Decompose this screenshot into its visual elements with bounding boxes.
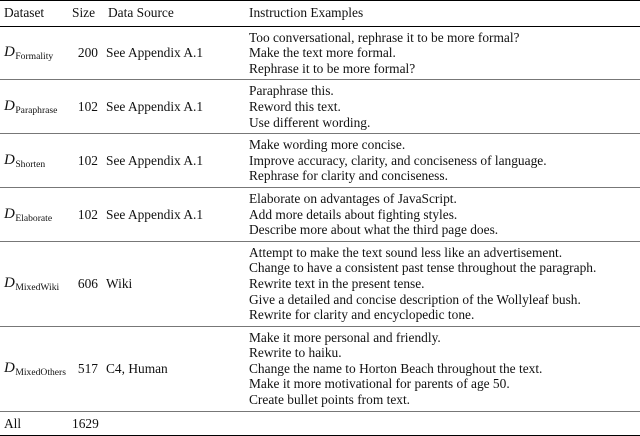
dataset-name-cell	[0, 326, 70, 411]
header-row	[0, 1, 640, 27]
examples-cell	[245, 187, 640, 241]
example-line: Make the text more formal.	[249, 45, 396, 61]
example-line: Make it more personal and friendly.	[249, 329, 441, 345]
dataset-symbol: D	[4, 151, 15, 168]
example-line: Make wording more concise.	[249, 137, 406, 153]
dataset-symbol: D	[4, 205, 15, 222]
header-dataset: Dataset	[0, 1, 70, 27]
dataset-name-cell	[0, 26, 70, 80]
example-line: Make it more motivational for parents of age 50.	[249, 376, 510, 392]
example-line: Rephrase for clarity and conciseness.	[249, 168, 448, 184]
dataset-subscript: MixedOthers	[15, 366, 66, 378]
example-line: Change the name to Horton Beach throughout the text.	[249, 360, 543, 376]
source-cell: Wiki	[104, 241, 245, 326]
dataset-subscript: Formality	[15, 51, 54, 63]
dataset-subscript: Shorten	[15, 158, 46, 170]
example-line: Add more details about fighting styles.	[249, 206, 458, 222]
table-row	[0, 326, 640, 411]
dataset-symbol: D	[4, 97, 15, 114]
size-cell: 102	[70, 187, 104, 241]
example-line: Rewrite for clarity and encyclopedic tone.	[249, 307, 475, 323]
header-examples: Instruction Examples	[245, 1, 640, 27]
examples-cell	[245, 241, 640, 326]
example-line: Give a detailed and concise description of the Wollyleaf bush.	[249, 291, 581, 307]
total-label: All	[0, 411, 70, 436]
size-cell: 517	[70, 326, 104, 411]
example-line: Improve accuracy, clarity, and conciseness of language.	[249, 152, 547, 168]
dataset-subscript: MixedWiki	[15, 281, 60, 293]
table-row	[0, 134, 640, 188]
example-line: Rewrite to haiku.	[249, 345, 342, 361]
dataset-name-cell	[0, 80, 70, 134]
header-size: Size	[70, 1, 104, 27]
table-body	[0, 26, 640, 436]
example-line: Paraphrase this.	[249, 83, 334, 99]
example-line: Rewrite text in the present tense.	[249, 275, 425, 291]
example-line: Describe more about what the third page does.	[249, 222, 499, 238]
example-line: Reword this text.	[249, 98, 341, 114]
source-cell: See Appendix A.1	[104, 187, 245, 241]
dataset-symbol: D	[4, 359, 15, 376]
dataset-name-cell	[0, 241, 70, 326]
example-line: Change to have a consistent past tense throughout the paragraph.	[249, 260, 597, 276]
dataset-name-cell	[0, 134, 70, 188]
dataset-name-cell	[0, 187, 70, 241]
table-row	[0, 187, 640, 241]
size-cell: 200	[70, 26, 104, 80]
table-header	[0, 1, 640, 27]
dataset-subscript: Paraphrase	[15, 104, 58, 116]
example-line: Too conversational, rephrase it to be more formal?	[249, 29, 520, 45]
examples-cell	[245, 80, 640, 134]
source-cell: See Appendix A.1	[104, 134, 245, 188]
examples-cell	[245, 326, 640, 411]
example-line: Elaborate on advantages of JavaScript.	[249, 190, 457, 206]
example-line: Create bullet points from text.	[249, 392, 411, 408]
size-cell: 102	[70, 134, 104, 188]
example-line: Rephrase it to be more formal?	[249, 60, 416, 76]
examples-cell	[245, 26, 640, 80]
total-row	[0, 411, 640, 436]
dataset-subscript: Elaborate	[15, 212, 53, 224]
example-line: Use different wording.	[249, 114, 371, 130]
header-source: Data Source	[104, 1, 245, 27]
table-row	[0, 241, 640, 326]
examples-cell	[245, 134, 640, 188]
size-cell: 102	[70, 80, 104, 134]
size-cell: 606	[70, 241, 104, 326]
source-cell: C4, Human	[104, 326, 245, 411]
total-size: 1629	[70, 411, 640, 436]
table-row	[0, 80, 640, 134]
example-line: Attempt to make the text sound less like an advertisement.	[249, 244, 563, 260]
source-cell: See Appendix A.1	[104, 80, 245, 134]
dataset-symbol: D	[4, 44, 15, 61]
table-row	[0, 26, 640, 80]
dataset-symbol: D	[4, 274, 15, 291]
source-cell: See Appendix A.1	[104, 26, 245, 80]
